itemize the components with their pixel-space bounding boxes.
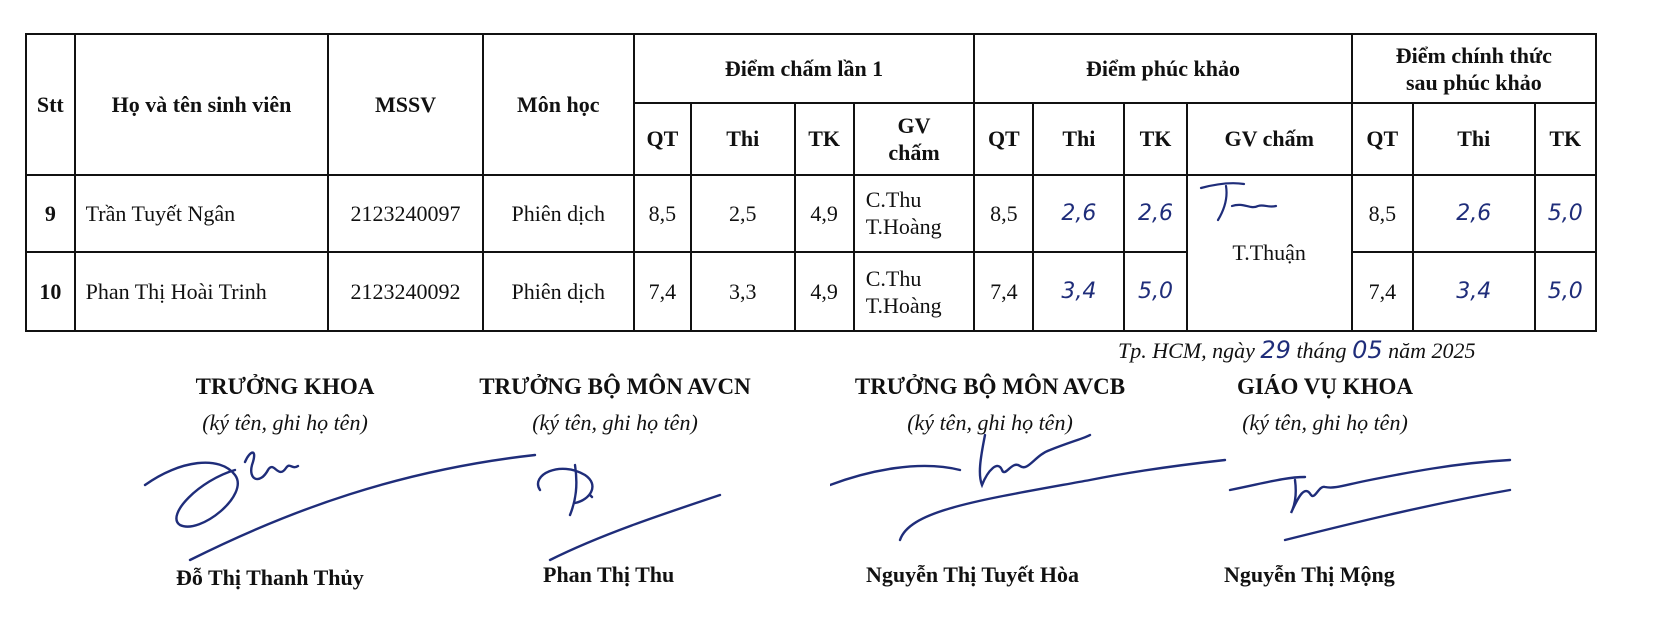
table-row — [26, 252, 1596, 331]
subheader-final-qt: QT — [1352, 103, 1413, 174]
subheader-pk-gv: GV chấm — [1187, 103, 1352, 174]
date-line — [1118, 336, 1476, 364]
signatory-dean — [160, 374, 410, 436]
signatory-note: (ký tên, ghi họ tên) — [532, 410, 698, 435]
header-subject: Môn học — [483, 34, 634, 175]
subheader-r1-tk: TK — [795, 103, 854, 174]
grader-line2: T.Hoàng — [865, 292, 942, 318]
cell-final-tk: 5,0 — [1535, 175, 1596, 253]
subheader-pk-thi: Thi — [1033, 103, 1124, 174]
cell-final-qt: 7,4 — [1352, 252, 1413, 331]
cell-r1-qt: 8,5 — [634, 175, 691, 253]
subheader-gv-line2: chấm — [888, 139, 940, 165]
cell-subject: Phiên dịch — [483, 252, 634, 331]
subheader-pk-qt: QT — [974, 103, 1033, 174]
signatory-name-academic-affairs: Nguyễn Thị Mộng — [1224, 562, 1395, 587]
cell-student-name: Trần Tuyết Ngân — [75, 175, 329, 253]
signatory-note: (ký tên, ghi họ tên) — [907, 410, 1073, 435]
signatory-name-avcb-head: Nguyễn Thị Tuyết Hòa — [866, 562, 1079, 587]
header-official-grade-line2: sau phúc khảo — [1405, 69, 1542, 95]
cell-pk-tk: 5,0 — [1124, 252, 1186, 331]
signature-avcb-head — [830, 430, 1230, 555]
table-row — [26, 175, 1596, 253]
cell-final-qt: 8,5 — [1352, 175, 1413, 253]
subheader-r1-gv — [854, 103, 975, 174]
signatory-role: GIÁO VỤ KHOA — [1237, 374, 1413, 399]
cell-pk-thi: 3,4 — [1033, 252, 1124, 331]
signatory-name-avcn-head: Phan Thị Thu — [543, 562, 675, 587]
signatory-avcn-head — [460, 374, 770, 436]
header-stt: Stt — [26, 34, 75, 175]
subheader-gv-line1: GV — [897, 112, 931, 138]
subheader-r1-thi: Thi — [691, 103, 795, 174]
subheader-r1-qt: QT — [634, 103, 691, 174]
date-day: 29 — [1260, 336, 1291, 364]
header-regrade: Điểm phúc khảo — [974, 34, 1351, 103]
subheader-final-thi: Thi — [1413, 103, 1535, 174]
signatory-name-dean: Đỗ Thị Thanh Thủy — [176, 565, 364, 590]
signatory-avcb-head — [835, 374, 1145, 436]
subheader-final-tk: TK — [1535, 103, 1596, 174]
cell-r1-tk: 4,9 — [795, 175, 854, 253]
cell-r1-thi: 2,5 — [691, 175, 795, 253]
grader-initials-signature — [1196, 180, 1286, 230]
grader-line1: C.Thu — [865, 187, 922, 213]
date-year: năm 2025 — [1388, 338, 1476, 363]
cell-r1-qt: 7,4 — [634, 252, 691, 331]
cell-pk-thi: 2,6 — [1033, 175, 1124, 253]
header-mssv: MSSV — [328, 34, 482, 175]
signatory-role: TRƯỞNG KHOA — [195, 374, 375, 399]
cell-final-thi: 2,6 — [1413, 175, 1535, 253]
date-month: 05 — [1352, 336, 1383, 364]
cell-pk-qt: 7,4 — [974, 252, 1033, 331]
regrade-table — [25, 33, 1597, 332]
signature-avcn-head — [520, 455, 730, 565]
signatory-role: TRƯỞNG BỘ MÔN AVCB — [854, 374, 1126, 399]
pk-grader-name: T.Thuận — [1232, 240, 1306, 266]
signature-academic-affairs — [1225, 455, 1515, 550]
header-student-name: Họ và tên sinh viên — [75, 34, 329, 175]
cell-mssv: 2123240097 — [328, 175, 482, 253]
cell-pk-tk: 2,6 — [1124, 175, 1186, 253]
header-official-grade-line1: Điểm chính thức — [1395, 42, 1552, 68]
cell-r1-grader — [854, 252, 975, 331]
cell-stt: 9 — [26, 175, 75, 253]
cell-subject: Phiên dịch — [483, 175, 634, 253]
cell-mssv: 2123240092 — [328, 252, 482, 331]
header-official-grade — [1352, 34, 1596, 103]
signatory-academic-affairs — [1210, 374, 1440, 436]
cell-r1-thi: 3,3 — [691, 252, 795, 331]
grader-line1: C.Thu — [865, 265, 922, 291]
cell-student-name: Phan Thị Hoài Trinh — [75, 252, 329, 331]
date-month-label: tháng — [1296, 338, 1347, 363]
cell-pk-qt: 8,5 — [974, 175, 1033, 253]
subheader-pk-tk: TK — [1124, 103, 1186, 174]
cell-pk-grader — [1187, 175, 1352, 331]
signature-dean — [140, 440, 540, 575]
date-prefix: Tp. HCM, ngày — [1118, 338, 1255, 363]
signatory-note: (ký tên, ghi họ tên) — [202, 410, 368, 435]
cell-stt: 10 — [26, 252, 75, 331]
cell-r1-grader — [854, 175, 975, 253]
cell-r1-tk: 4,9 — [795, 252, 854, 331]
cell-final-thi: 3,4 — [1413, 252, 1535, 331]
signatory-role: TRƯỞNG BỘ MÔN AVCN — [479, 374, 751, 399]
signatory-note: (ký tên, ghi họ tên) — [1242, 410, 1408, 435]
cell-final-tk: 5,0 — [1535, 252, 1596, 331]
grader-line2: T.Hoàng — [865, 214, 942, 240]
header-first-grading: Điểm chấm lần 1 — [634, 34, 974, 103]
